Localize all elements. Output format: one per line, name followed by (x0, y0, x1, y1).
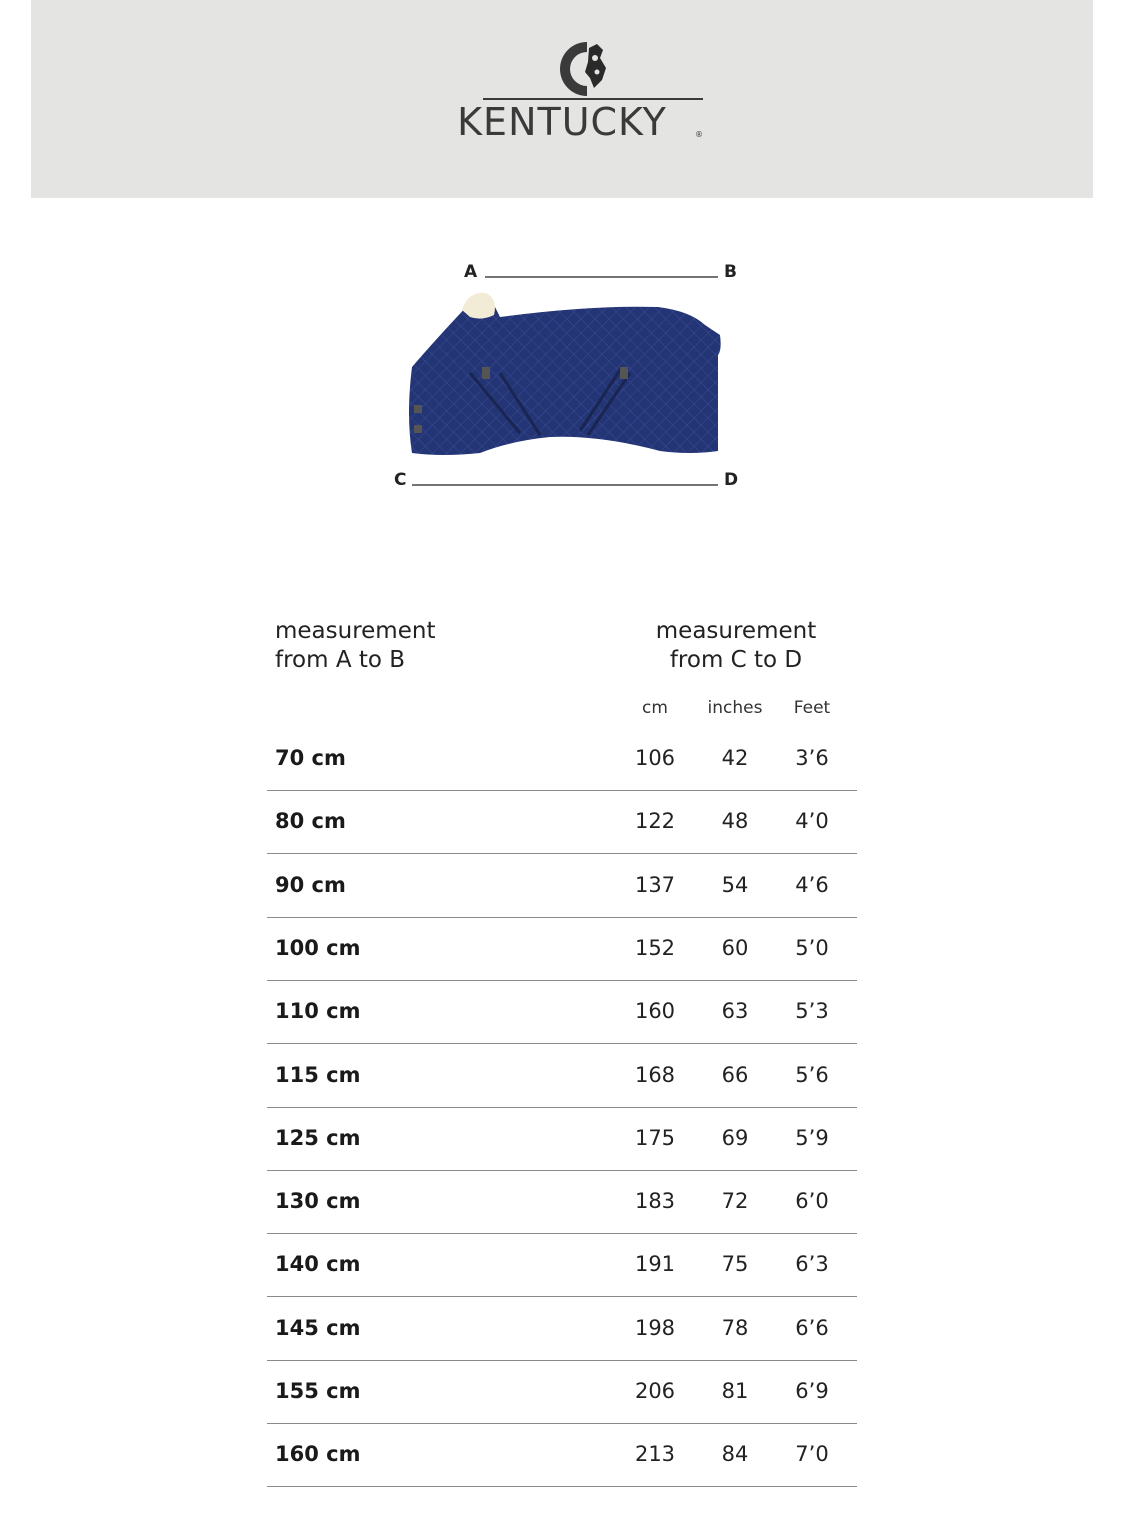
cell-size: 115 cm (275, 1062, 361, 1087)
table-row (267, 854, 857, 918)
registered-mark: ® (695, 130, 703, 139)
col2-header-line2: from C to D (669, 647, 803, 673)
cell-cm: 168 (634, 1062, 676, 1087)
cell-inches: 54 (721, 872, 749, 897)
cell-feet: 6’6 (795, 1315, 829, 1340)
cell-cm: 122 (634, 809, 676, 834)
table-row (267, 917, 857, 981)
table-row (267, 1423, 857, 1487)
cell-size: 145 cm (275, 1315, 361, 1340)
cell-feet: 4’0 (795, 809, 829, 834)
cell-cm: 198 (634, 1315, 676, 1340)
table-row (267, 1170, 857, 1234)
header-banner (31, 0, 1093, 198)
cell-size: 80 cm (275, 809, 346, 834)
cell-feet: 3’6 (795, 746, 829, 770)
subheader-feet: Feet (793, 698, 831, 718)
buckle (414, 425, 422, 433)
cell-cm: 183 (634, 1189, 676, 1214)
cell-inches: 72 (721, 1189, 749, 1214)
cell-cm: 191 (634, 1252, 676, 1277)
subheader-inches: inches (707, 698, 763, 718)
cell-inches: 81 (721, 1379, 749, 1403)
table-row (267, 980, 857, 1044)
cell-feet: 5’6 (795, 1062, 829, 1087)
brand-name: KENTUCKY (457, 100, 667, 144)
col2-header (636, 617, 836, 675)
cell-cm: 213 (634, 1442, 676, 1467)
cell-inches: 48 (721, 809, 749, 834)
cell-feet: 5’9 (795, 1125, 829, 1150)
cell-feet: 4’6 (795, 872, 829, 897)
cell-size: 90 cm (275, 872, 346, 897)
cell-size: 100 cm (275, 935, 361, 960)
cell-inches: 63 (721, 999, 749, 1024)
cell-inches: 42 (721, 746, 749, 770)
cell-size: 110 cm (275, 999, 361, 1024)
cell-inches: 75 (721, 1252, 749, 1277)
buckle (620, 367, 628, 379)
table-row (267, 727, 857, 791)
cell-feet: 7’0 (795, 1442, 829, 1467)
cell-size: 70 cm (275, 746, 346, 770)
cell-feet: 6’9 (795, 1379, 829, 1403)
point-d-label: D (724, 470, 739, 490)
table-row (267, 1360, 857, 1424)
cell-feet: 6’0 (795, 1189, 829, 1214)
brand-logo (31, 0, 1093, 198)
cell-cm: 160 (634, 999, 676, 1024)
cell-size: 130 cm (275, 1189, 361, 1214)
cell-size: 140 cm (275, 1252, 361, 1277)
cell-feet: 5’0 (795, 935, 829, 960)
col1-header-line1: measurement (275, 618, 436, 644)
point-a-label: A (464, 262, 478, 282)
point-b-label: B (724, 262, 737, 282)
cell-inches: 69 (721, 1125, 749, 1150)
cell-cm: 137 (634, 872, 676, 897)
cell-size: 160 cm (275, 1442, 361, 1467)
cell-cm: 206 (634, 1379, 676, 1403)
buckle (482, 367, 490, 379)
col1-header (275, 617, 435, 675)
cell-cm: 106 (634, 746, 676, 770)
cell-inches: 84 (721, 1442, 749, 1467)
cell-size: 125 cm (275, 1125, 361, 1150)
cell-cm: 152 (634, 935, 676, 960)
horse-rug-diagram (390, 255, 750, 495)
col2-header-line1: measurement (655, 618, 817, 644)
table-row (267, 1044, 857, 1108)
cell-inches: 66 (721, 1062, 749, 1087)
cell-inches: 60 (721, 935, 749, 960)
cell-feet: 6’3 (795, 1252, 829, 1277)
table-row (267, 1233, 857, 1297)
cell-inches: 78 (721, 1315, 749, 1340)
cell-size: 155 cm (275, 1379, 361, 1403)
table-row (267, 790, 857, 854)
cell-feet: 5’3 (795, 999, 829, 1024)
horse-emblem-icon (549, 36, 619, 100)
table-row (267, 1107, 857, 1171)
cell-cm: 175 (634, 1125, 676, 1150)
rug-body (409, 300, 721, 455)
table-row (267, 1297, 857, 1361)
point-c-label: C (394, 470, 407, 490)
subheader-cm: cm (642, 698, 668, 718)
buckle (414, 405, 422, 413)
col1-header-line2: from A to B (275, 647, 406, 673)
